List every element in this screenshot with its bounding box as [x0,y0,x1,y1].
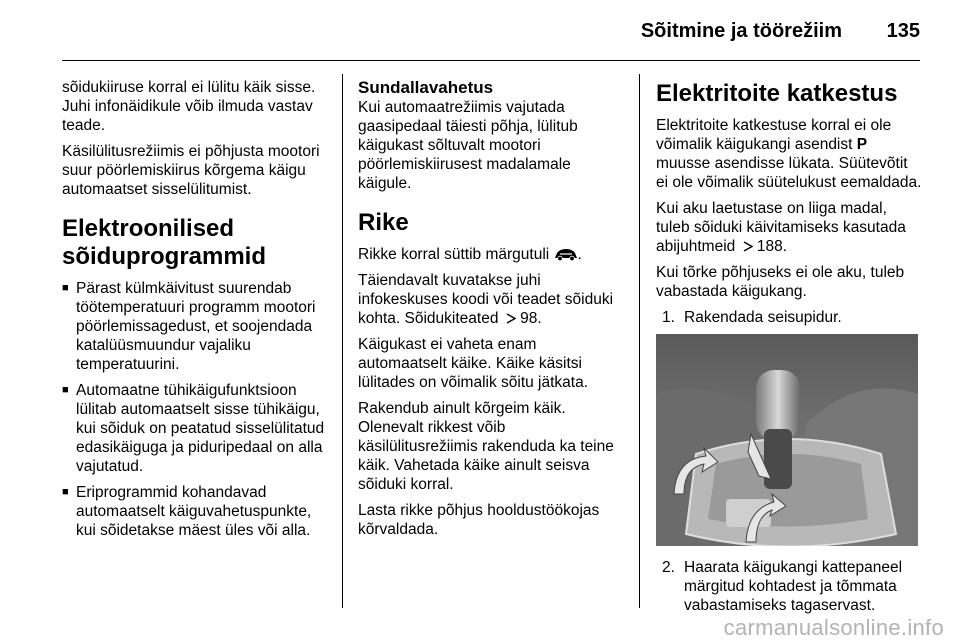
column-3 [656,78,922,622]
col1-bullet-list [62,279,328,540]
text-span: Elektritoite katkestuse korral ei ole võimalik käigukangi asendist [656,117,892,153]
running-header-title: Sõitmine ja töörežiim [640,20,842,42]
page-reference-arrow-icon [743,241,753,252]
col3-step-list [656,308,922,327]
gear-position-p: P [856,136,868,153]
page-reference-arrow-icon [506,313,516,324]
step-number: 2. [662,559,675,576]
list-item: ■ Pärast külmkäivitust suurendab töötemperatuuri programm mootori pöörlemissagedust, et soojendada katalüüsmuundur vajaliku temperatuurini. [62,279,328,374]
column-divider-2 [639,74,640,608]
list-item [656,308,922,327]
list-item [656,558,922,615]
col2-paragraph-2 [358,245,626,264]
col1-heading: Elektroonilised sõiduprogrammid [62,215,267,270]
text-span: . [577,246,582,263]
col2-paragraph-3 [358,271,626,328]
col2-paragraph-1: Kui automaatrežiimis vajutada gaasipedaal täiesti põhja, lülitub käigukast sõltuvalt mootori pöörlemiskiirusest madalamale käigule. [358,99,578,192]
col3-heading: Elektritoite katkestus [656,80,898,107]
step-text: Haarata käigukangi kattepaneel märgitud kohtadest ja tõmmata vabastamiseks tagaservast. [684,559,903,614]
list-item: ■ Eriprogrammid kohandavad automaatselt käiguvahetuspunkte, kui sõidetakse mäest üles või alla. [62,483,328,540]
step-number: 1. [662,309,675,326]
col2-paragraph-4: Käigukast ei vaheta enam automaatselt käike. Käike käsitsi lülitades on võimalik sõitu jätkata. [358,336,589,391]
col3-paragraph-1 [656,116,922,192]
column-divider-1 [342,74,343,608]
header-rule [62,60,920,61]
text-span: Rikke korral süttib märgutuli [358,246,550,263]
page-reference[interactable]: 188. [752,238,788,255]
page-reference[interactable]: 98. [515,310,542,327]
gear-lever-photo [656,334,918,546]
text-span: muusse asendisse lükata. Süütevõtit ei ole võimalik süütelukust eemaldada. [656,155,922,191]
col1-paragraph-1: sõidukiiruse korral ei lülitu käik sisse. Juhi infonäidikule võib ilmuda vastav teade. [62,79,316,134]
step-text: Rakendada seisupidur. [684,309,842,326]
watermark: carmanualsonline.info [723,615,944,640]
page-number: 135 [886,20,920,42]
col2-subheading: Sundallavahetus [358,78,494,97]
column-1 [62,78,328,547]
transmission-warning-icon [554,248,578,261]
col2-heading: Rike [358,209,409,236]
col3-step-list-continued [656,558,922,615]
text-span: Täiendavalt kuvatakse juhi infokeskuses koodi või teadet sõiduki kohta. Sõidukiteated [358,272,614,327]
list-item: ■ Automaatne tühikäigufunktsioon lülitab automaatselt sisse tühikäigu, kui sõiduk on peatatud sisselülitatud edasikäiguga ja piduripedaal on alla vajutatud. [62,381,328,476]
col3-paragraph-3: Kui tõrke põhjuseks ei ole aku, tuleb vabastada käigukang. [656,264,905,300]
col1-paragraph-2: Käsilülitusrežiimis ei põhjusta mootori suur pöörlemiskiirus kõrgema käigu automaatset sisselülitumist. [62,143,320,198]
col3-paragraph-2 [656,199,922,256]
text-span: Kui aku laetustase on liiga madal, tuleb sõiduki käivitamiseks kasutada abijuhtmeid [656,200,906,255]
column-2 [358,78,626,546]
col2-paragraph-6: Lasta rikke põhjus hooldustöökojas kõrvaldada. [358,502,600,538]
col2-paragraph-5: Rakendub ainult kõrgeim käik. Olenevalt rikkest võib käsilülitusrežiimis rakenduda ka teine käik. Vahetada käike ainult seisva sõiduki korral. [358,400,614,493]
